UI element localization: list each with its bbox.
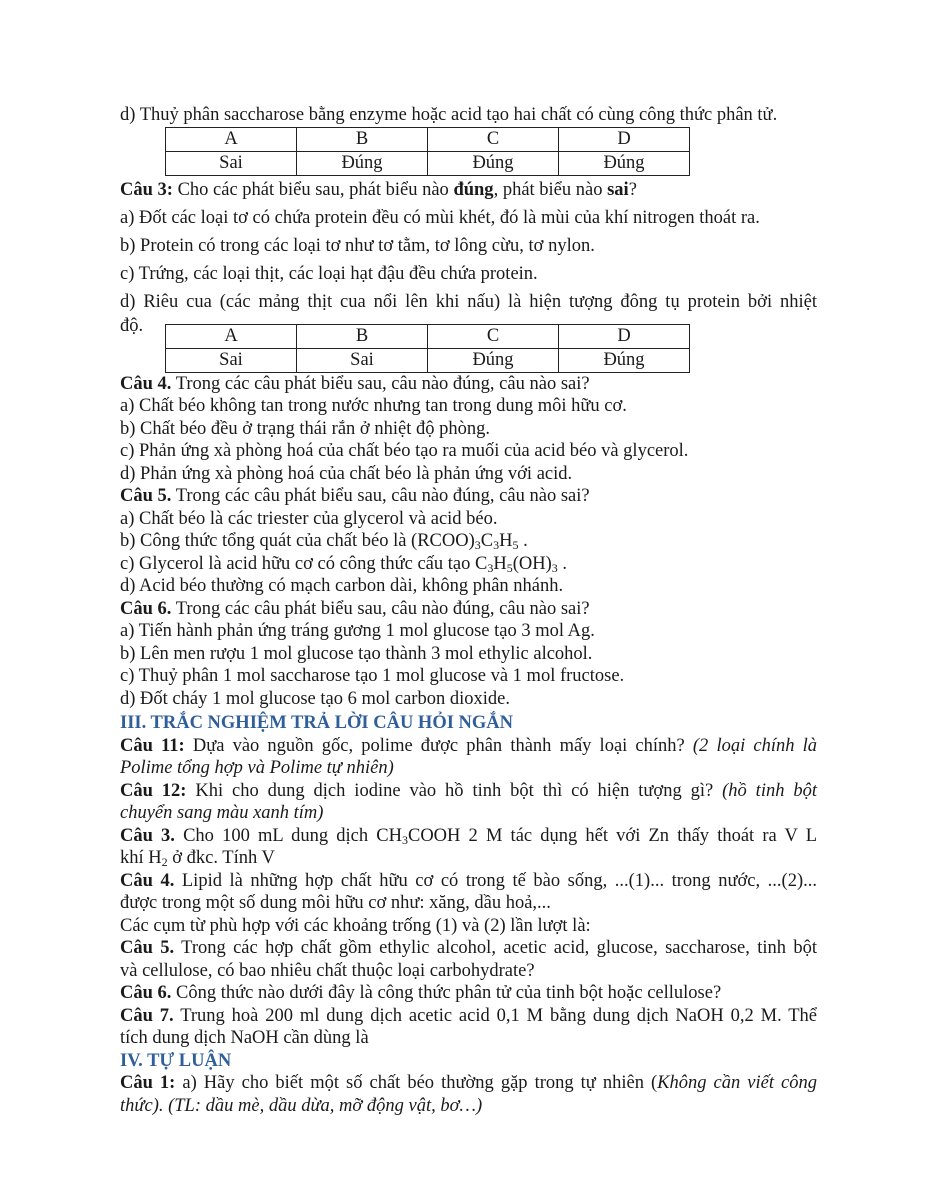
q5-c-oh: (OH) xyxy=(512,553,552,574)
q6-item-c: c) Thuỷ phân 1 mol saccharose tạo 1 mol glucose và 1 mol fructose. xyxy=(120,666,625,686)
q6-item-a: a) Tiến hành phản ứng tráng gương 1 mol glucose tạo 3 mol Ag. xyxy=(120,621,595,641)
section-4-heading: IV. TỰ LUẬN xyxy=(120,1050,232,1071)
s3-q4-line2: được trong một số dung môi hữu cơ như: xăng, dầu hoả,... xyxy=(120,893,551,913)
document-page xyxy=(120,104,817,1117)
table2-value-d: Đúng xyxy=(559,348,690,372)
s3-q12 xyxy=(120,780,817,803)
s3-q11 xyxy=(120,735,817,758)
s3-q12-text: Khi cho dung dịch iodine vào hồ tinh bột thì có hiện tượng gì? xyxy=(186,780,723,801)
s3-q11-answer-line xyxy=(120,757,817,780)
table1-header-b: B xyxy=(297,127,428,151)
q4-text: Trong các câu phát biểu sau, câu nào đúng, câu nào sai? xyxy=(171,373,590,394)
s3-q11-answer-2: Polime tổng hợp và Polime tự nhiên) xyxy=(120,758,394,778)
q5-c-sub1: 3 xyxy=(487,560,494,575)
table2-header-c: C xyxy=(428,324,559,348)
q5-item-d: d) Acid béo thường có mạch carbon dài, không phân nhánh. xyxy=(120,576,564,596)
s3-q4-label: Câu 4. xyxy=(120,870,175,891)
q4-label: Câu 4. xyxy=(120,373,172,394)
q6-label: Câu 6. xyxy=(120,598,172,619)
s4-q1-italic-2: thức). (TL: dầu mè, dầu dừa, mỡ động vật, bơ…) xyxy=(120,1095,483,1116)
q3-text-c: ? xyxy=(628,179,637,200)
q3-item-a: a) Đốt các loại tơ có chứa protein đều có mùi khét, đó là mùi của khí nitrogen thoát ra. xyxy=(120,207,760,228)
q5-c-h: H xyxy=(493,553,507,574)
s3-q7-line2: tích dung dịch NaOH cần dùng là xyxy=(120,1028,369,1048)
q3-prompt xyxy=(120,176,817,204)
q6-text: Trong các câu phát biểu sau, câu nào đúng, câu nào sai? xyxy=(171,598,590,619)
s3-q7 xyxy=(120,1005,817,1028)
s3-q3-l2-pre: khí H xyxy=(120,848,162,868)
s3-q12-answer-1: (hồ tinh bột xyxy=(722,780,817,801)
table1-header-a: A xyxy=(166,127,297,151)
s4-q1-text: a) Hãy cho biết một số chất béo thường gặp trong tự nhiên ( xyxy=(175,1073,658,1093)
q4-prompt xyxy=(120,373,817,396)
s3-q3 xyxy=(120,825,817,848)
table2-value-b: Sai xyxy=(297,348,428,372)
s4-q1-label: Câu 1: xyxy=(120,1073,176,1093)
q3-bold-dung: đúng xyxy=(453,179,494,200)
s3-q4-line3: Các cụm từ phù hợp với các khoảng trống (1) và (2) lần lượt là: xyxy=(120,915,591,936)
s3-q6-text: Công thức nào dưới đây là công thức phân tử của tinh bột hoặc cellulose? xyxy=(171,983,722,1003)
section-3-heading: III. TRẮC NGHIỆM TRẢ LỜI CÂU HỎI NGẮN xyxy=(120,713,514,733)
q3-item-b: b) Protein có trong các loại tơ như tơ tằm, tơ lông cừu, tơ nylon. xyxy=(120,235,595,256)
s3-q12-answer-line xyxy=(120,802,817,825)
s3-q3-l2-end: ở đkc. Tính V xyxy=(167,848,275,868)
s3-q3-mid: COOH 2 M tác dụng hết với Zn thấy thoát ra V L xyxy=(407,825,817,846)
table1-value-b: Đúng xyxy=(297,151,428,175)
table1-value-d: Đúng xyxy=(559,151,690,175)
s3-q4 xyxy=(120,870,817,893)
q5-b-sub3: 5 xyxy=(512,538,519,552)
s3-q12-answer-2: chuyển sang màu xanh tím) xyxy=(120,803,324,823)
q6-item-d: d) Đốt cháy 1 mol glucose tạo 6 mol carbon dioxide. xyxy=(120,688,510,709)
q5-c-sub3: 3 xyxy=(551,560,558,575)
q5-b-sub2: 3 xyxy=(493,538,500,552)
q4-item-d: d) Phản ứng xà phòng hoá của chất béo là phản ứng với acid. xyxy=(120,463,573,484)
q3-label: Câu 3: xyxy=(120,179,173,200)
q3-bold-sai: sai xyxy=(607,179,629,200)
table1-value-a: Sai xyxy=(166,151,297,175)
s3-q3-label: Câu 3. xyxy=(120,825,175,846)
q4-item-a: a) Chất béo không tan trong nước nhưng tan trong dung môi hữu cơ. xyxy=(120,396,627,416)
answer-table-2 xyxy=(165,324,690,373)
q5-item-c xyxy=(120,553,817,576)
q3-item-c: c) Trứng, các loại thịt, các loại hạt đậu đều chứa protein. xyxy=(120,263,538,284)
s3-q3-sub1: 3 xyxy=(401,832,408,847)
s4-q1-line2 xyxy=(120,1095,817,1118)
s3-q11-answer-1: (2 loại chính là xyxy=(692,735,817,756)
s4-q1 xyxy=(120,1072,817,1095)
table1-header-c: C xyxy=(428,127,559,151)
s3-q6 xyxy=(120,982,817,1005)
q3-text-b: , phát biểu nào xyxy=(493,179,608,200)
answer-table-1 xyxy=(165,127,690,176)
s3-q5-line2: và cellulose, có bao nhiêu chất thuộc loại carbohydrate? xyxy=(120,960,535,981)
table2-header-a: A xyxy=(166,324,297,348)
q5-b-end: . xyxy=(518,531,528,551)
q5-b-text: b) Công thức tổng quát của chất béo là (RCOO) xyxy=(120,531,475,551)
s3-q11-text: Dựa vào nguồn gốc, polime được phân thành mấy loại chính? xyxy=(184,735,693,756)
s3-q12-label: Câu 12: xyxy=(120,780,187,801)
s4-q1-italic-1: Không cần viết công xyxy=(657,1073,817,1093)
s3-q6-label: Câu 6. xyxy=(120,983,172,1003)
s3-q11-label: Câu 11: xyxy=(120,735,185,756)
q5-b-c: C xyxy=(480,531,494,551)
q5-b-sub1: 3 xyxy=(474,538,481,552)
s3-q4-text: Lipid là những hợp chất hữu cơ có trong tế bào sống, ...(1)... trong nước, ...(2)... xyxy=(174,870,817,891)
q5-item-b xyxy=(120,530,817,553)
s3-q5-label: Câu 5. xyxy=(120,938,175,958)
q5-label: Câu 5. xyxy=(120,486,172,506)
q5-b-h: H xyxy=(499,531,513,551)
s3-q7-label: Câu 7. xyxy=(120,1005,174,1026)
s3-q5 xyxy=(120,937,817,960)
table1-value-c: Đúng xyxy=(428,151,559,175)
q2-item-d: d) Thuỷ phân saccharose bằng enzyme hoặc acid tạo hai chất có cùng công thức phân tử. xyxy=(120,105,778,125)
q5-c-sub2: 5 xyxy=(506,560,513,575)
q3-item-d: d) Riêu cua (các mảng thịt cua nổi lên khi nấu) là hiện tượng đông tụ protein bởi nhiệt xyxy=(120,291,817,312)
s3-q3-sub2: 2 xyxy=(161,855,168,869)
s3-q7-text: Trung hoà 200 ml dung dịch acetic acid 0,1 M bằng dung dịch NaOH 0,2 M. Thể xyxy=(173,1005,818,1026)
table2-value-a: Sai xyxy=(166,348,297,372)
table1-header-d: D xyxy=(559,127,690,151)
q4-item-b: b) Chất béo đều ở trạng thái rắn ở nhiệt độ phòng. xyxy=(120,418,490,439)
q4-item-c: c) Phản ứng xà phòng hoá của chất béo tạo ra muối của acid béo và glycerol. xyxy=(120,441,689,461)
q5-c-text: c) Glycerol là acid hữu cơ có công thức cấu tạo C xyxy=(120,553,488,574)
s3-q3-line2 xyxy=(120,847,817,870)
s3-q5-text: Trong các hợp chất gồm ethylic alcohol, acetic acid, glucose, saccharose, tinh bột xyxy=(174,938,817,958)
q5-text: Trong các câu phát biểu sau, câu nào đúng, câu nào sai? xyxy=(171,486,590,506)
s3-q3-pre: Cho 100 mL dung dịch CH xyxy=(174,825,402,846)
table2-header-b: B xyxy=(297,324,428,348)
q3-text-a: Cho các phát biểu sau, phát biểu nào xyxy=(172,179,454,200)
q5-item-a: a) Chất béo là các triester của glycerol và acid béo. xyxy=(120,508,498,529)
table2-header-d: D xyxy=(559,324,690,348)
q6-item-b: b) Lên men rượu 1 mol glucose tạo thành 3 mol ethylic alcohol. xyxy=(120,643,593,664)
q6-prompt xyxy=(120,598,817,621)
q5-prompt xyxy=(120,485,817,508)
q5-c-end: . xyxy=(557,553,567,574)
q3-item-d-cont: độ. xyxy=(120,315,144,336)
table2-value-c: Đúng xyxy=(428,348,559,372)
